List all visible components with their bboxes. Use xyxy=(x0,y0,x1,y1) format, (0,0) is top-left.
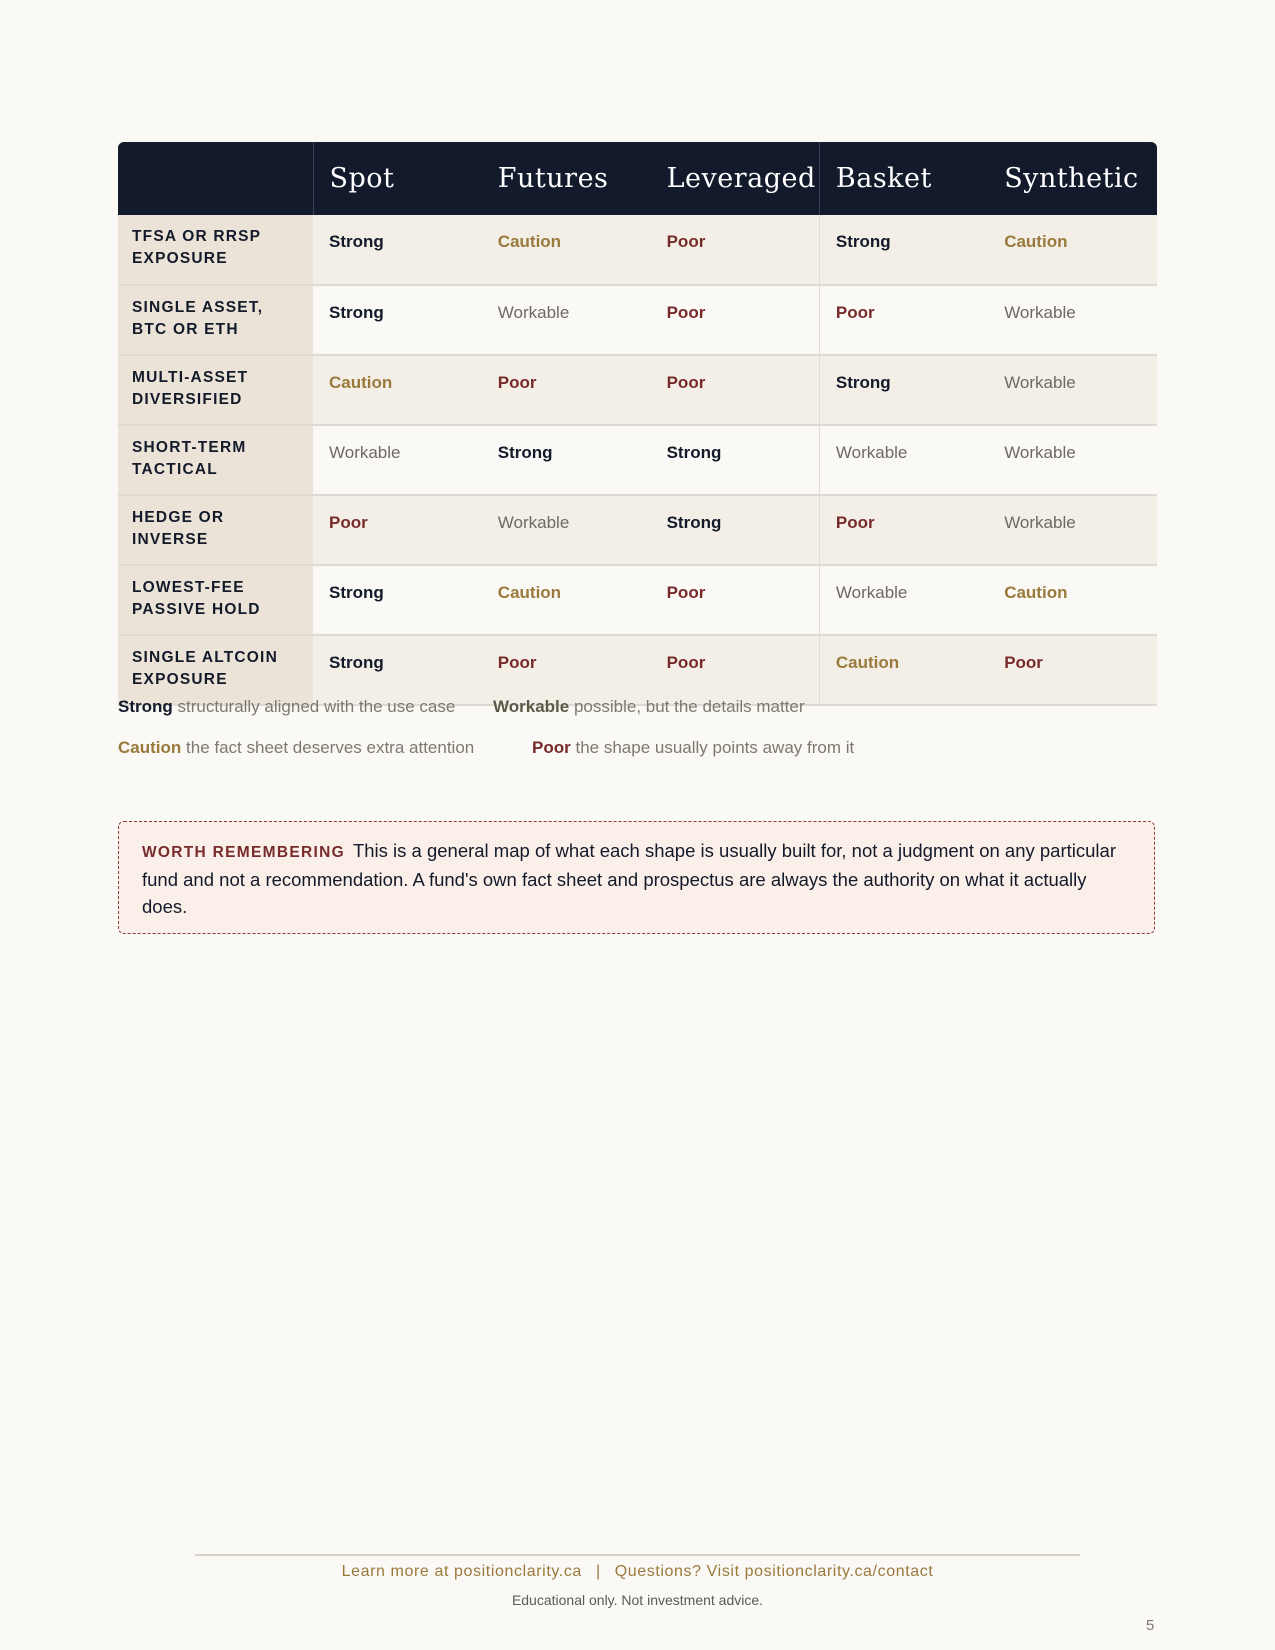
legend-key-poor: Poor xyxy=(532,738,571,757)
column-header-synthetic: Synthetic xyxy=(988,142,1157,215)
rating-cell: Caution xyxy=(988,215,1157,285)
learn-more-link[interactable]: Learn more at positionclarity.ca xyxy=(341,1563,582,1580)
rating-cell: Poor xyxy=(313,495,482,565)
rating-cell: Workable xyxy=(313,425,482,495)
matrix-row xyxy=(118,425,1157,495)
disclaimer-note: Educational only. Not investment advice. xyxy=(511,1592,764,1608)
matrix-row xyxy=(118,215,1157,285)
row-label: SINGLE ALTCOIN EXPOSURE xyxy=(118,635,313,705)
rating-cell: Strong xyxy=(313,635,482,705)
rating-cell: Strong xyxy=(819,355,988,425)
matrix-header-row xyxy=(118,142,1157,215)
fund-shape-matrix xyxy=(118,142,1157,706)
rating-cell: Poor xyxy=(651,215,820,285)
rating-cell: Poor xyxy=(482,355,651,425)
callout-tag: WORTH REMEMBERING xyxy=(142,844,345,861)
rating-cell: Workable xyxy=(988,495,1157,565)
row-label: SHORT-TERM TACTICAL xyxy=(118,425,313,495)
rating-cell: Workable xyxy=(482,285,651,355)
legend-text-workable: possible, but the details matter xyxy=(573,697,805,716)
matrix-row xyxy=(118,355,1157,425)
page-number: 5 xyxy=(1146,1617,1155,1634)
legend-item-strong xyxy=(118,697,493,717)
rating-cell: Caution xyxy=(313,355,482,425)
legend-text-strong: structurally aligned with the use case xyxy=(177,697,456,716)
rating-cell: Workable xyxy=(988,425,1157,495)
row-label: TFSA OR RRSP EXPOSURE xyxy=(118,215,313,285)
legend-item-poor xyxy=(532,738,854,758)
rating-cell: Poor xyxy=(651,635,820,705)
legend-key-caution: Caution xyxy=(118,738,182,757)
rating-cell: Strong xyxy=(313,215,482,285)
rating-cell: Strong xyxy=(313,565,482,635)
rating-cell: Caution xyxy=(482,215,651,285)
rating-cell: Workable xyxy=(482,495,651,565)
rating-cell: Caution xyxy=(988,565,1157,635)
rating-cell: Poor xyxy=(651,355,820,425)
column-header-basket: Basket xyxy=(819,142,988,215)
rating-cell: Workable xyxy=(819,425,988,495)
row-label: SINGLE ASSET, BTC OR ETH xyxy=(118,285,313,355)
legend-key-workable: Workable xyxy=(493,697,570,716)
footer-links xyxy=(0,1563,1275,1581)
rating-cell: Strong xyxy=(313,285,482,355)
rating-cell: Poor xyxy=(482,635,651,705)
footer-divider xyxy=(195,1554,1080,1556)
column-header-futures: Futures xyxy=(482,142,651,215)
rating-cell: Poor xyxy=(651,565,820,635)
legend-item-workable xyxy=(493,697,805,717)
footer-separator: | xyxy=(595,1563,601,1580)
legend-text-caution: the fact sheet deserves extra attention xyxy=(186,738,475,757)
rating-cell: Caution xyxy=(482,565,651,635)
row-label: HEDGE OR INVERSE xyxy=(118,495,313,565)
rating-cell: Poor xyxy=(651,285,820,355)
rating-cell: Poor xyxy=(819,495,988,565)
matrix-row xyxy=(118,495,1157,565)
legend-text-poor: the shape usually points away from it xyxy=(575,738,855,757)
row-label: LOWEST-FEE PASSIVE HOLD xyxy=(118,565,313,635)
rating-cell: Strong xyxy=(819,215,988,285)
column-header-leveraged: Leveraged xyxy=(651,142,820,215)
rating-cell: Poor xyxy=(819,285,988,355)
legend-row-2 xyxy=(118,738,854,758)
row-label: MULTI-ASSET DIVERSIFIED xyxy=(118,355,313,425)
rating-cell: Workable xyxy=(819,565,988,635)
rating-cell: Strong xyxy=(651,425,820,495)
callout-text: This is a general map of what each shape is usually built for, not a judgment on any particular fund and not a recommendation. A fund's own fact sheet and prospectus are always the authority on what it actually does. xyxy=(142,840,1116,917)
rating-cell: Workable xyxy=(988,285,1157,355)
legend-item-caution xyxy=(118,738,532,758)
matrix-body xyxy=(118,215,1157,705)
column-header-spot: Spot xyxy=(313,142,482,215)
matrix-row xyxy=(118,565,1157,635)
legend-row-1 xyxy=(118,697,805,717)
rating-cell: Caution xyxy=(819,635,988,705)
rating-cell: Poor xyxy=(988,635,1157,705)
contact-link[interactable]: Questions? Visit positionclarity.ca/contact xyxy=(614,1563,934,1580)
legend-key-strong: Strong xyxy=(118,697,173,716)
rating-cell: Strong xyxy=(482,425,651,495)
rating-cell: Workable xyxy=(988,355,1157,425)
worth-remembering-callout xyxy=(118,821,1155,934)
rating-cell: Strong xyxy=(651,495,820,565)
matrix-row xyxy=(118,635,1157,705)
matrix-row xyxy=(118,285,1157,355)
matrix-corner-cell xyxy=(118,142,313,215)
